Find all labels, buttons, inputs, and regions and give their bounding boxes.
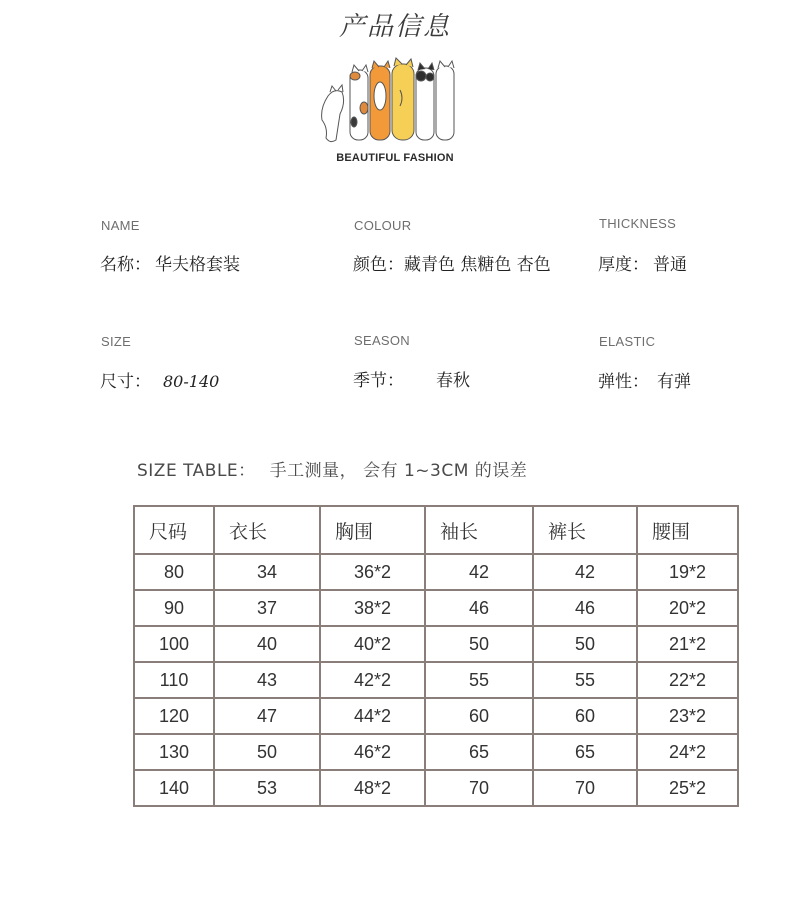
table-cell: 53 — [214, 770, 320, 806]
elastic-value: 有弹 — [657, 372, 691, 392]
size-field — [100, 367, 219, 392]
size-table — [133, 505, 739, 807]
table-cell: 34 — [214, 554, 320, 590]
table-cell: 60 — [533, 698, 637, 734]
table-cell: 46 — [425, 590, 533, 626]
table-row — [134, 770, 738, 806]
table-row — [134, 554, 738, 590]
table-header-row — [134, 506, 738, 554]
header-cell: 裤长 — [533, 506, 637, 554]
table-cell: 21*2 — [637, 626, 738, 662]
table-cell: 46*2 — [320, 734, 425, 770]
table-cell: 70 — [533, 770, 637, 806]
page-title: 产品信息 — [338, 12, 451, 42]
table-cell: 50 — [425, 626, 533, 662]
table-cell: 40 — [214, 626, 320, 662]
table-cell: 38*2 — [320, 590, 425, 626]
table-cell: 22*2 — [637, 662, 738, 698]
table-cell: 44*2 — [320, 698, 425, 734]
table-cell: 120 — [134, 698, 214, 734]
table-cell: 43 — [214, 662, 320, 698]
table-cell: 110 — [134, 662, 214, 698]
thickness-key: 厚度： — [598, 255, 649, 275]
size-key: 尺寸： — [100, 372, 151, 392]
colour-key: 颜色： — [353, 255, 404, 275]
table-cell: 46 — [533, 590, 637, 626]
season-label: SEASON — [354, 333, 410, 348]
season-field — [353, 366, 470, 391]
table-cell: 100 — [134, 626, 214, 662]
elastic-label: ELASTIC — [599, 334, 656, 349]
table-cell: 90 — [134, 590, 214, 626]
table-cell: 36*2 — [320, 554, 425, 590]
size-table-title — [137, 456, 527, 481]
table-cell: 42*2 — [320, 662, 425, 698]
season-value: 春秋 — [436, 371, 470, 391]
table-cell: 24*2 — [637, 734, 738, 770]
elastic-key: 弹性： — [598, 372, 649, 392]
season-key: 季节： — [353, 371, 404, 391]
table-cell: 65 — [425, 734, 533, 770]
table-cell: 55 — [533, 662, 637, 698]
table-cell: 80 — [134, 554, 214, 590]
table-cell: 42 — [533, 554, 637, 590]
table-cell: 140 — [134, 770, 214, 806]
brand-name: BEAUTIFUL FASHION — [336, 152, 454, 164]
header-cell: 衣长 — [214, 506, 320, 554]
table-row — [134, 734, 738, 770]
header-cell: 尺码 — [134, 506, 214, 554]
size-label: SIZE — [101, 334, 132, 349]
cats-logo-illustration — [320, 56, 470, 166]
table-row — [134, 590, 738, 626]
colour-label: COLOUR — [354, 218, 412, 233]
table-cell: 42 — [425, 554, 533, 590]
thickness-value: 普通 — [653, 255, 687, 275]
header-cell: 腰围 — [637, 506, 738, 554]
table-row — [134, 626, 738, 662]
thickness-label: THICKNESS — [599, 216, 677, 231]
table-cell: 19*2 — [637, 554, 738, 590]
table-cell: 130 — [134, 734, 214, 770]
thickness-field — [598, 250, 687, 275]
size-table-heading: SIZE TABLE： — [137, 461, 256, 481]
colour-value: 藏青色 焦糖色 杏色 — [404, 255, 551, 275]
table-cell: 25*2 — [637, 770, 738, 806]
table-cell: 37 — [214, 590, 320, 626]
name-key: 名称： — [100, 255, 151, 275]
table-cell: 48*2 — [320, 770, 425, 806]
name-label: NAME — [101, 218, 140, 233]
header-cell: 胸围 — [320, 506, 425, 554]
size-table-note: 手工测量， 会有 1~3CM 的误差 — [269, 461, 528, 481]
table-cell: 70 — [425, 770, 533, 806]
elastic-field — [598, 367, 691, 392]
table-cell: 55 — [425, 662, 533, 698]
table-cell: 50 — [533, 626, 637, 662]
table-cell: 20*2 — [637, 590, 738, 626]
table-row — [134, 662, 738, 698]
table-cell: 50 — [214, 734, 320, 770]
size-value: 80-140 — [163, 372, 220, 391]
name-value: 华夫格套装 — [155, 255, 240, 275]
header-cell: 袖长 — [425, 506, 533, 554]
table-cell: 47 — [214, 698, 320, 734]
colour-field — [353, 250, 551, 275]
name-field — [100, 250, 240, 275]
table-cell: 40*2 — [320, 626, 425, 662]
table-cell: 23*2 — [637, 698, 738, 734]
table-row — [134, 698, 738, 734]
table-cell: 65 — [533, 734, 637, 770]
table-cell: 60 — [425, 698, 533, 734]
